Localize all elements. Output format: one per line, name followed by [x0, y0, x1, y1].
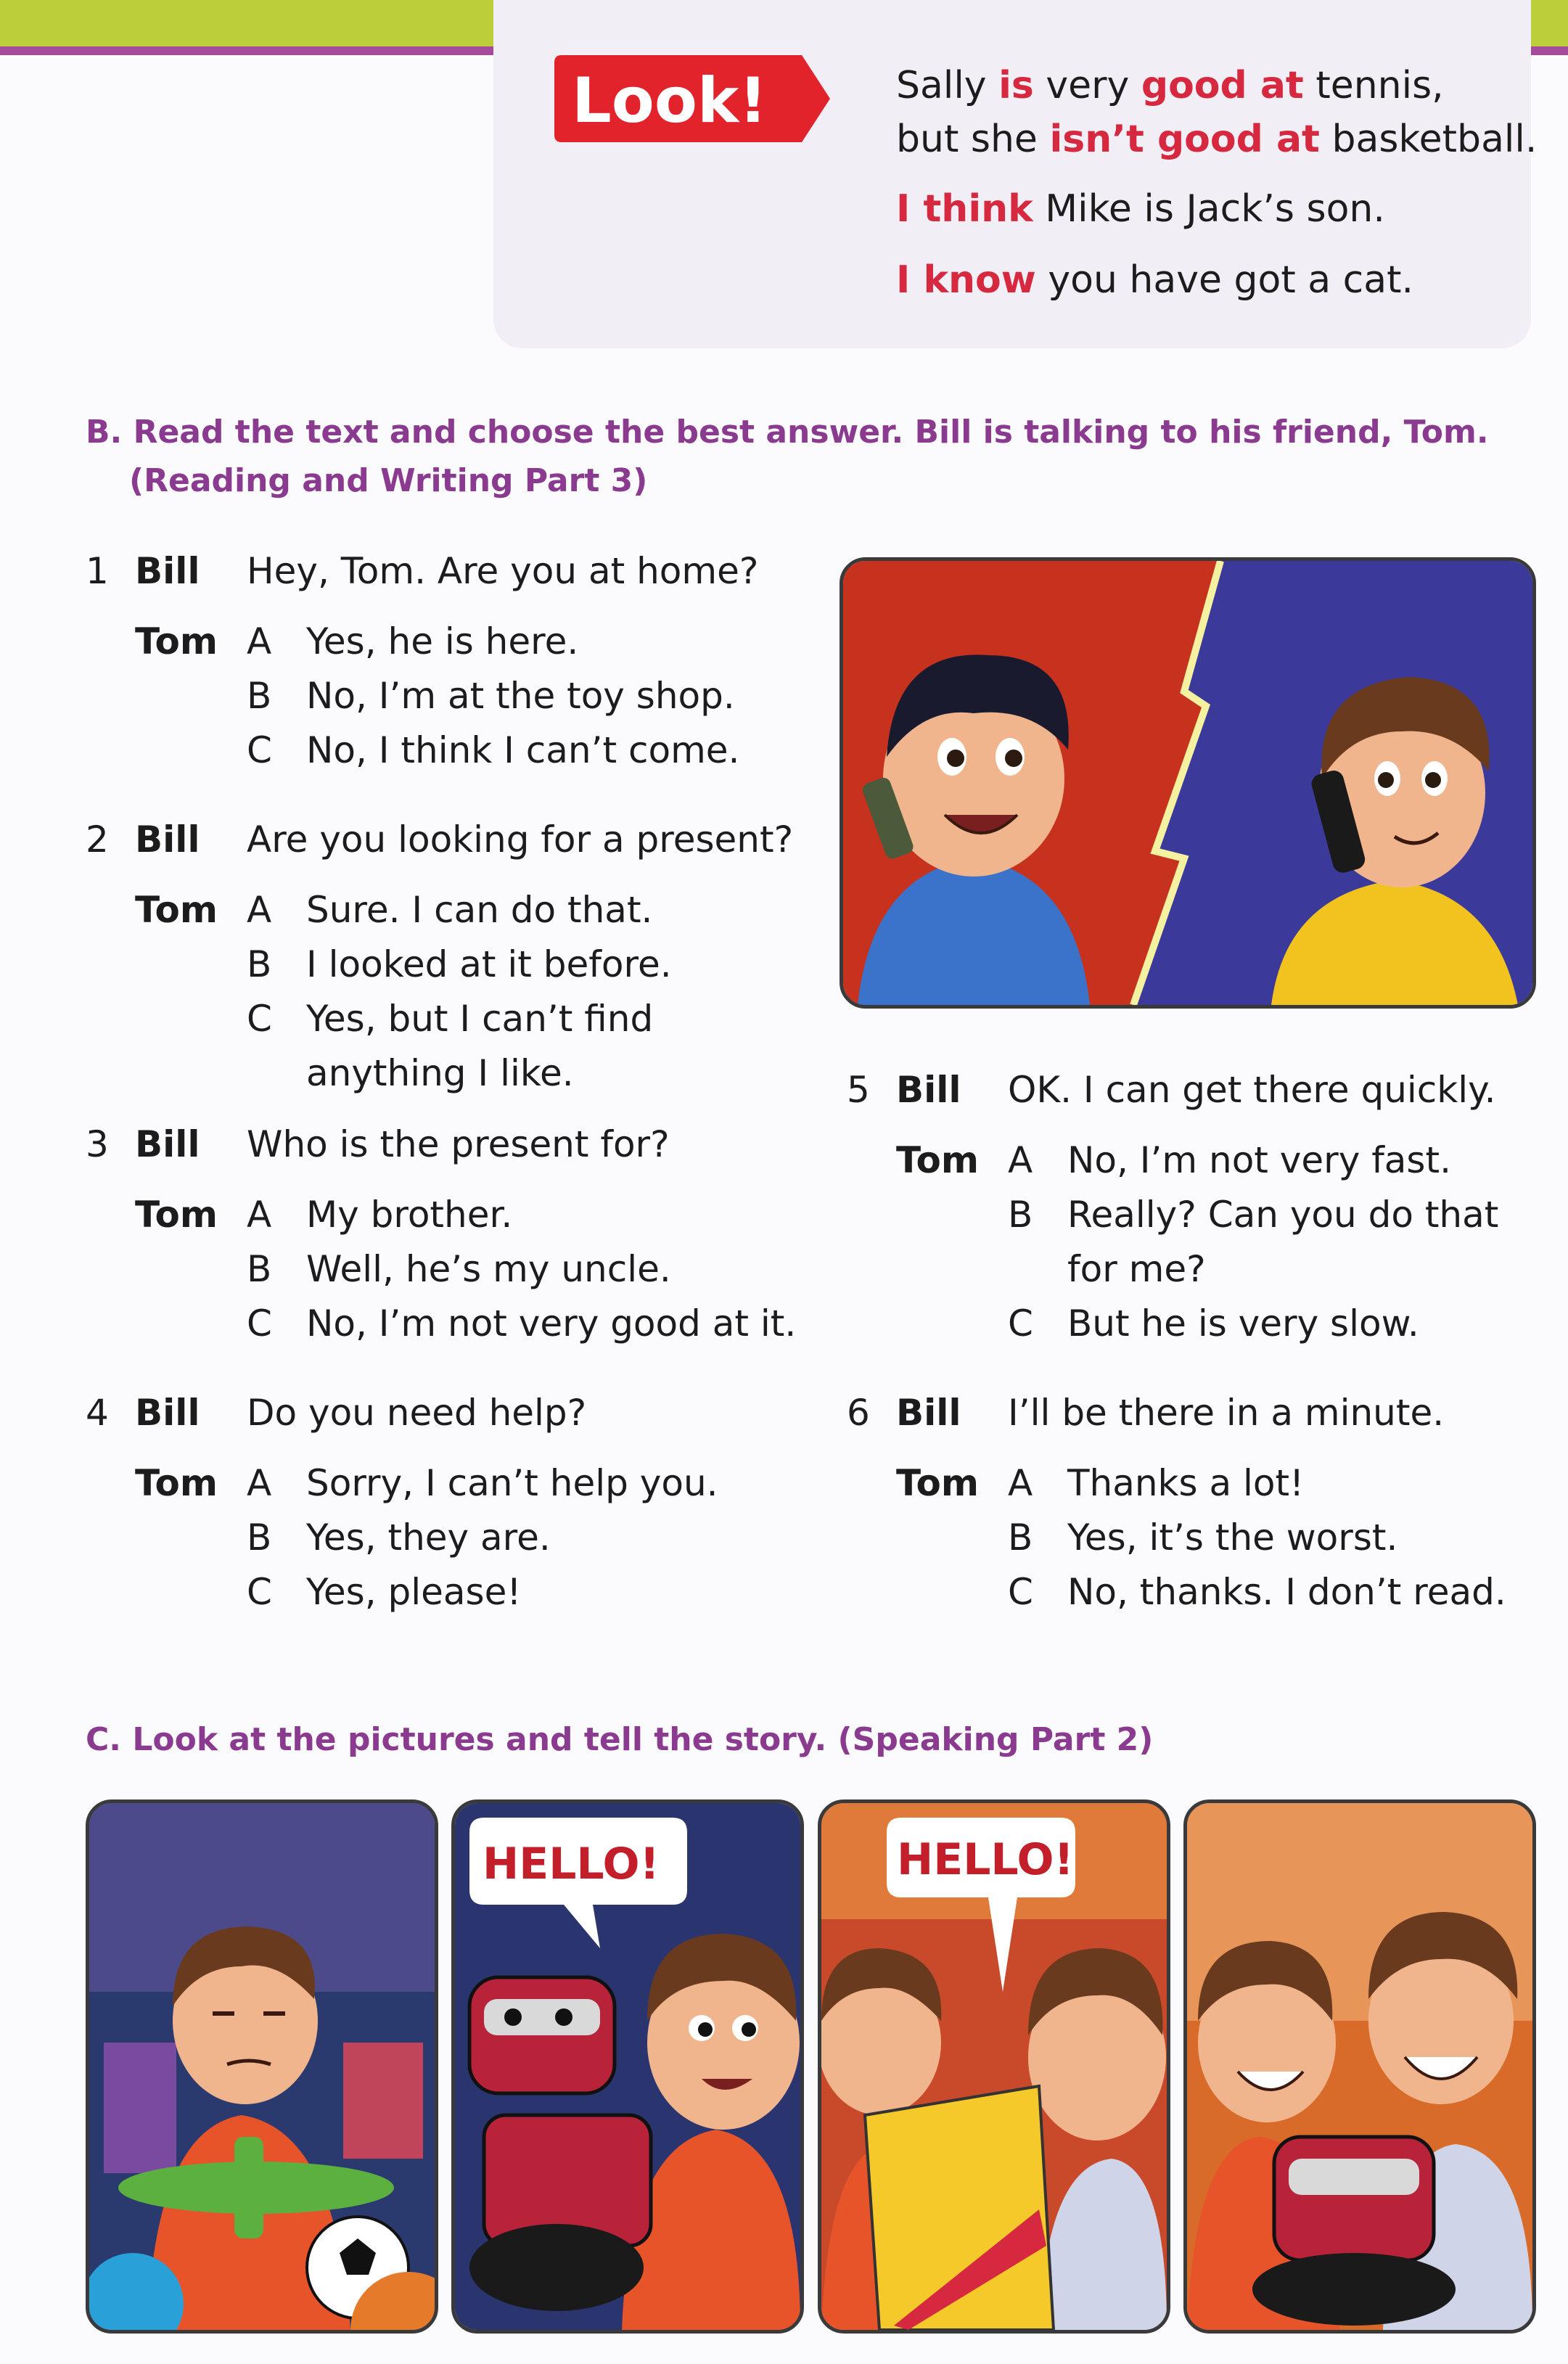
option-text: No, I’m at the toy shop. [306, 675, 735, 717]
question-text: I’ll be there in a minute. [1008, 1392, 1445, 1434]
option-letter: C [247, 1302, 272, 1345]
option-text: Well, he’s my uncle. [306, 1248, 671, 1290]
option-letter: C [1008, 1302, 1033, 1345]
look-sentence [896, 187, 1385, 231]
answer-speaker: Tom [135, 889, 218, 931]
highlighted-phrase: I know [896, 258, 1036, 302]
story-panel-2-bubble: HELLO! [483, 1839, 660, 1889]
question-speaker: Bill [135, 550, 200, 592]
option-text: anything I like. [306, 1052, 574, 1094]
option-text: I looked at it before. [306, 943, 672, 985]
option-text: Sure. I can do that. [306, 889, 653, 931]
sentence-text: tennis, [1303, 64, 1444, 107]
answer-speaker: Tom [135, 1462, 218, 1504]
answer-speaker: Tom [135, 1194, 218, 1236]
look-badge-text: Look! [572, 65, 768, 137]
option-text: Thanks a lot! [1067, 1462, 1305, 1504]
question-number: 5 [847, 1069, 870, 1111]
sentence-text: you have got a cat. [1035, 258, 1414, 302]
sentence-text: Mike is Jack’s son. [1033, 187, 1385, 231]
option-text: No, I’m not very good at it. [306, 1302, 797, 1345]
option-text: Yes, he is here. [306, 620, 579, 662]
option-letter: B [247, 1248, 272, 1290]
option-letter: C [247, 1571, 272, 1613]
option-text: Sorry, I can’t help you. [306, 1462, 718, 1504]
story-panel-1 [86, 1799, 438, 2334]
look-badge [551, 51, 834, 147]
option-letter: B [1008, 1194, 1033, 1236]
option-text: But he is very slow. [1067, 1302, 1419, 1345]
question-text: Do you need help? [247, 1392, 587, 1434]
option-letter: B [247, 943, 272, 985]
option-text: No, I think I can’t come. [306, 729, 740, 771]
look-sentence [896, 64, 1444, 107]
sentence-text: Sally [896, 64, 999, 107]
option-text: Yes, it’s the worst. [1067, 1517, 1398, 1559]
look-sentence [896, 118, 1537, 161]
sentence-text: but she [896, 118, 1050, 161]
option-letter: C [247, 729, 272, 771]
option-text: Yes, please! [306, 1571, 522, 1613]
question-speaker: Bill [135, 1392, 200, 1434]
story-panel-3 [818, 1799, 1170, 2334]
option-letter: A [1008, 1139, 1033, 1181]
option-text: No, I’m not very fast. [1067, 1139, 1451, 1181]
highlighted-phrase: isn’t good at [1049, 118, 1320, 161]
option-letter: A [247, 889, 272, 931]
question-text: Hey, Tom. Are you at home? [247, 550, 759, 592]
option-letter: A [247, 620, 272, 662]
question-number: 1 [86, 550, 109, 592]
story-panel-3-bubble: HELLO! [897, 1834, 1074, 1885]
answer-speaker: Tom [135, 620, 218, 662]
highlighted-phrase: is [998, 64, 1034, 107]
highlighted-phrase: I think [896, 187, 1033, 231]
question-number: 4 [86, 1392, 109, 1434]
answer-speaker: Tom [896, 1462, 979, 1504]
question-speaker: Bill [135, 818, 200, 861]
phone-call-illustration [840, 557, 1536, 1009]
option-letter: A [1008, 1462, 1033, 1504]
section-b-subheading: (Reading and Writing Part 3) [129, 462, 648, 499]
sentence-text: very [1033, 64, 1141, 107]
option-text: Yes, they are. [306, 1517, 551, 1559]
section-c-heading: C. Look at the pictures and tell the story. (Speaking Part 2) [86, 1721, 1154, 1758]
option-text: My brother. [306, 1194, 513, 1236]
question-number: 3 [86, 1123, 109, 1165]
option-text: No, thanks. I don’t read. [1067, 1571, 1506, 1613]
answer-speaker: Tom [896, 1139, 979, 1181]
question-speaker: Bill [135, 1123, 200, 1165]
highlighted-phrase: good at [1141, 64, 1304, 107]
option-letter: C [247, 998, 272, 1040]
story-panel-2 [451, 1799, 804, 2334]
question-speaker: Bill [896, 1069, 961, 1111]
question-text: OK. I can get there quickly. [1008, 1069, 1496, 1111]
question-number: 2 [86, 818, 109, 861]
question-speaker: Bill [896, 1392, 961, 1434]
sentence-text: basketball. [1319, 118, 1538, 161]
option-letter: C [1008, 1571, 1033, 1613]
option-letter: A [247, 1462, 272, 1504]
question-text: Who is the present for? [247, 1123, 670, 1165]
option-letter: A [247, 1194, 272, 1236]
question-number: 6 [847, 1392, 870, 1434]
story-panel-4 [1183, 1799, 1536, 2334]
question-text: Are you looking for a present? [247, 818, 794, 861]
option-letter: B [247, 675, 272, 717]
option-text: for me? [1067, 1248, 1206, 1290]
section-b-heading: B. Read the text and choose the best answer. Bill is talking to his friend, Tom. [86, 414, 1489, 451]
option-letter: B [247, 1517, 272, 1559]
option-text: Really? Can you do that [1067, 1194, 1499, 1236]
option-text: Yes, but I can’t find [306, 998, 654, 1040]
look-sentence [896, 258, 1413, 302]
option-letter: B [1008, 1517, 1033, 1559]
